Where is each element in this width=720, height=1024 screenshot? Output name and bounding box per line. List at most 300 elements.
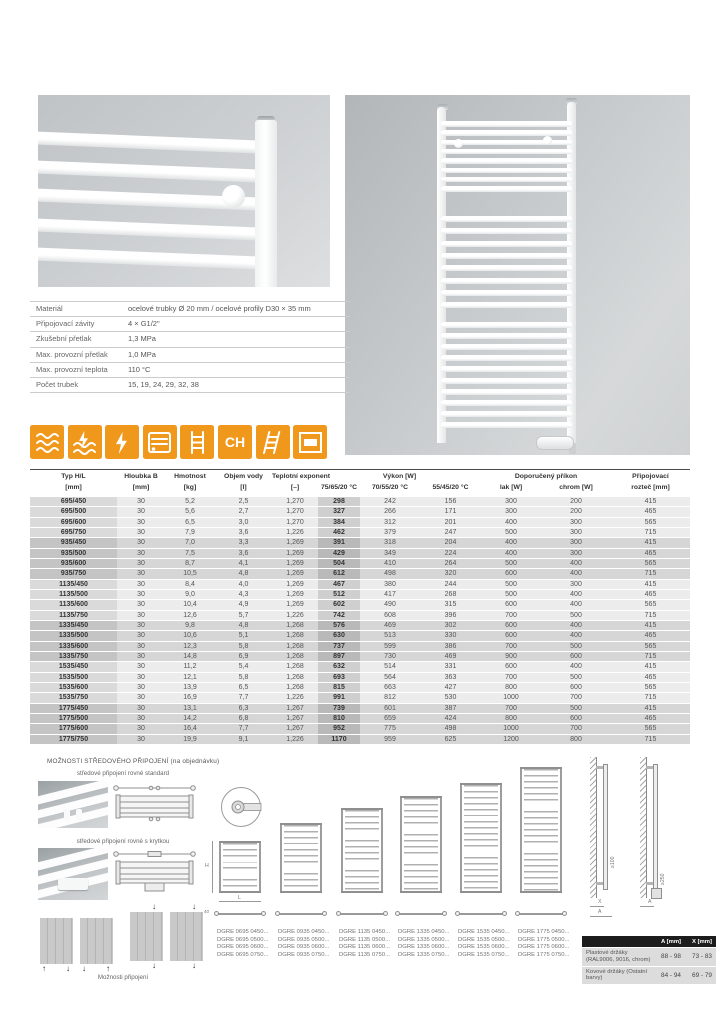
table-cell: 500 [541, 611, 611, 620]
radiator-tube [441, 355, 572, 361]
table-cell: 695/450 [30, 497, 117, 506]
table-cell: 600 [541, 714, 611, 723]
table-cell: 400 [541, 590, 611, 599]
dim-label-min: ≥100 [610, 856, 616, 868]
dim-label: A [648, 899, 652, 905]
table-row [30, 590, 690, 600]
radiator-tube [441, 302, 572, 308]
table-cell: 30 [117, 538, 165, 547]
table-cell: 13,9 [165, 683, 215, 692]
table-cell: 1135/600 [30, 600, 117, 609]
table-cell: 400 [481, 549, 541, 558]
radiator-profile [653, 764, 658, 890]
table-cell: 429 [318, 549, 360, 558]
table-cell: 7,7 [215, 724, 272, 733]
radiator-tube [441, 130, 572, 136]
table-cell: 1535/500 [30, 673, 117, 682]
combi-heating-icon [68, 425, 102, 459]
variant1-label: středové připojení rovné standard [76, 770, 170, 777]
table-cell: 1,226 [272, 735, 318, 744]
column-header: [mm] [132, 484, 150, 491]
table-row [30, 704, 690, 714]
product-code: DGRE 0935 0500... [278, 936, 330, 943]
spec-value: 1,0 MPa [128, 349, 156, 359]
table-cell: 30 [117, 507, 165, 516]
table-cell: 30 [117, 683, 165, 692]
column-header: Teplotní exponent [272, 473, 331, 480]
table-cell: 730 [360, 652, 420, 661]
connection-panel [40, 918, 73, 964]
table-cell: 30 [117, 559, 165, 568]
table-cell: 897 [318, 652, 360, 661]
table-cell: 900 [481, 652, 541, 661]
table-cell: 663 [360, 683, 420, 692]
table-row [30, 600, 690, 610]
radiator-tube [38, 160, 262, 182]
spec-table [30, 301, 350, 393]
dim-line [640, 906, 654, 907]
connection-arrow: ↓ [192, 902, 196, 911]
table-cell: 7,9 [165, 528, 215, 537]
radiator-rail [255, 120, 277, 287]
table-cell: 171 [420, 507, 481, 516]
table-cell: 800 [481, 714, 541, 723]
table-cell: 715 [611, 611, 690, 620]
product-code: DGRE 1535 0750... [458, 951, 510, 958]
table-cell: 695/600 [30, 518, 117, 527]
table-cell: 1,226 [272, 693, 318, 702]
table-row [30, 683, 690, 693]
table-cell: 465 [611, 631, 690, 640]
product-code: DGRE 1535 0500... [458, 936, 510, 943]
table-cell: 800 [541, 735, 611, 744]
spec-label: Max. provozní přetlak [36, 349, 108, 359]
product-code-column [518, 929, 569, 959]
spec-value: 110 °C [128, 364, 151, 374]
table-cell: 5,1 [215, 631, 272, 640]
connection-arrow: ↓ [192, 961, 196, 970]
table-row [30, 714, 690, 724]
column-header: 55/45/20 °C [432, 484, 469, 491]
radiator-tube [441, 422, 572, 428]
table-cell: 315 [420, 600, 481, 609]
air-vent [543, 136, 552, 145]
bracket-detail-circle [220, 786, 262, 828]
product-code: DGRE 1535 0600... [458, 944, 510, 951]
table-cell: 264 [420, 559, 481, 568]
table-cell: 9,8 [165, 621, 215, 630]
table-cell: 30 [117, 714, 165, 723]
table-cell: 5,2 [165, 497, 215, 506]
table-cell: 1535/750 [30, 693, 117, 702]
table-cell: 4,0 [215, 580, 272, 589]
connection-arrow: ↓ [152, 961, 156, 970]
table-cell: 500 [481, 559, 541, 568]
table-cell: 363 [420, 673, 481, 682]
table-cell: 600 [481, 621, 541, 630]
radiator-tube [441, 228, 572, 234]
connection-panel [170, 912, 203, 961]
connection-panel [130, 912, 163, 961]
table-cell: 400 [541, 559, 611, 568]
table-cell: 30 [117, 621, 165, 630]
table-cell: 6,9 [215, 652, 272, 661]
column-header: Výkon [W] [382, 473, 417, 480]
spec-label: Počet trubek [36, 380, 79, 390]
bracket-value-x: 73 - 83 [692, 953, 712, 961]
table-cell: 599 [360, 642, 420, 651]
table-cell: 600 [481, 569, 541, 578]
dim-line [590, 916, 612, 917]
table-cell: 415 [611, 662, 690, 671]
ladder-rail-icon [180, 425, 214, 459]
table-cell: 4,9 [215, 600, 272, 609]
table-row [30, 735, 690, 745]
table-cell: 30 [117, 693, 165, 702]
connection-arrow: ↓ [66, 964, 70, 973]
table-cell: 1,268 [272, 621, 318, 630]
table-cell: 467 [318, 580, 360, 589]
table-cell: 952 [318, 724, 360, 733]
table-cell: 1,269 [272, 549, 318, 558]
table-cell: 500 [541, 673, 611, 682]
radiator-closeup-photo [38, 95, 330, 287]
spec-label: Materiál [36, 304, 63, 314]
table-cell: 695/750 [30, 528, 117, 537]
air-vent-knob [222, 185, 245, 208]
table-cell: 14,2 [165, 714, 215, 723]
table-cell: 30 [117, 735, 165, 744]
table-cell: 156 [420, 497, 481, 506]
table-cell: 380 [360, 580, 420, 589]
product-code: DGRE 1775 0600... [518, 944, 570, 951]
table-cell: 1,268 [272, 631, 318, 640]
table-cell: 500 [541, 642, 611, 651]
thermostatic-valve [536, 436, 574, 450]
table-cell: 13,1 [165, 704, 215, 713]
table-cell: 268 [420, 590, 481, 599]
product-code: DGRE 1335 0750... [398, 951, 450, 958]
pipe-schematic [397, 913, 445, 915]
table-cell: 1,267 [272, 724, 318, 733]
table-cell: 775 [360, 724, 420, 733]
table-cell: 16,4 [165, 724, 215, 733]
column-header: 70/55/20 °C [372, 484, 408, 491]
table-row [30, 662, 690, 672]
connection-schematic-standard [112, 783, 197, 827]
spec-label: Zkušební přetlak [36, 334, 92, 344]
table-cell: 12,6 [165, 611, 215, 620]
table-cell: 565 [611, 518, 690, 527]
table-cell: 327 [318, 507, 360, 516]
connection-arrow: ↓ [82, 964, 86, 973]
table-cell: 465 [611, 507, 690, 516]
column-header: Objem vody [224, 473, 263, 480]
table-cell: 10,6 [165, 631, 215, 640]
table-cell: 462 [318, 528, 360, 537]
table-cell: 739 [318, 704, 360, 713]
table-cell: 565 [611, 724, 690, 733]
table-cell: 612 [318, 569, 360, 578]
table-cell: 715 [611, 735, 690, 744]
table-cell: 737 [318, 642, 360, 651]
table-cell: 400 [541, 621, 611, 630]
table-cell: 300 [541, 518, 611, 527]
bracket-value-a: 84 - 94 [661, 971, 681, 979]
table-cell: 715 [611, 569, 690, 578]
table-row [30, 559, 690, 569]
radiator-tube [441, 149, 572, 155]
table-cell: 565 [611, 642, 690, 651]
table-cell: 935/750 [30, 569, 117, 578]
product-code: DGRE 1135 0750... [339, 951, 390, 958]
table-cell: 1000 [481, 693, 541, 702]
dim-label: A [598, 909, 602, 915]
table-cell: 693 [318, 673, 360, 682]
table-cell: 330 [420, 631, 481, 640]
table-cell: 514 [360, 662, 420, 671]
connection-arrow: ↓ [152, 902, 156, 911]
table-cell: 659 [360, 714, 420, 723]
product-code-column [339, 929, 390, 959]
table-cell: 410 [360, 559, 420, 568]
mount-bracket [596, 766, 603, 769]
table-cell: 5,6 [165, 507, 215, 516]
spec-row [30, 316, 350, 331]
table-cell: 935/500 [30, 549, 117, 558]
table-cell: 1335/600 [30, 642, 117, 651]
table-cell: 602 [318, 600, 360, 609]
dim-label-40: 40 [204, 909, 210, 914]
spec-row [30, 347, 350, 362]
spec-value: 4 × G1/2" [128, 319, 160, 329]
table-cell: 300 [481, 507, 541, 516]
radiator-tube [441, 216, 572, 222]
table-cell: 1000 [481, 724, 541, 733]
table-cell: 498 [420, 724, 481, 733]
table-cell: 3,3 [215, 538, 272, 547]
dim-label-min: ≥250 [660, 873, 666, 885]
table-cell: 2,7 [215, 507, 272, 516]
radiator-tube [441, 168, 572, 174]
radiator-tube [441, 333, 572, 339]
table-cell: 1775/750 [30, 735, 117, 744]
product-code: DGRE 0695 0500... [217, 936, 269, 943]
table-row [30, 652, 690, 662]
radiator-tube [441, 253, 572, 259]
variant2-label: středové připojení rovné s krytkou [76, 838, 170, 845]
table-cell: 200 [541, 497, 611, 506]
table-cell: 30 [117, 590, 165, 599]
connection-photo-cover [38, 848, 108, 900]
table-cell: 1775/500 [30, 714, 117, 723]
table-row [30, 631, 690, 641]
table-cell: 424 [420, 714, 481, 723]
table-cell: 415 [611, 497, 690, 506]
spec-label: Max. provozní teplota [36, 364, 108, 374]
product-code: DGRE 0935 0600... [278, 944, 330, 951]
table-cell: 500 [481, 528, 541, 537]
column-header: Hmotnost [174, 473, 206, 480]
table-cell: 1775/450 [30, 704, 117, 713]
table-cell: 1135/500 [30, 590, 117, 599]
table-cell: 7,7 [215, 693, 272, 702]
table-cell: 400 [541, 600, 611, 609]
product-code: DGRE 0935 0450... [278, 929, 330, 935]
table-cell: 349 [360, 549, 420, 558]
table-cell: 600 [541, 683, 611, 692]
performance-table-header [30, 469, 690, 497]
radiator-tube [441, 158, 572, 164]
product-code-column [458, 929, 509, 959]
radiator-tube [441, 278, 572, 284]
mount-bracket [596, 882, 603, 885]
table-cell: 30 [117, 569, 165, 578]
table-cell: 30 [117, 528, 165, 537]
connection-stub [439, 443, 446, 452]
radiator-tube [441, 344, 572, 350]
table-cell: 465 [611, 714, 690, 723]
radiator-tube [441, 400, 572, 406]
table-cell: 1,268 [272, 652, 318, 661]
table-cell: 302 [420, 621, 481, 630]
table-cell: 1170 [318, 735, 360, 744]
table-cell: 469 [420, 652, 481, 661]
table-cell: 14,8 [165, 652, 215, 661]
table-cell: 1,268 [272, 642, 318, 651]
radiator-tube [441, 389, 572, 395]
table-cell: 959 [360, 735, 420, 744]
connection-arrow: ↑ [106, 964, 110, 973]
table-cell: 500 [481, 580, 541, 589]
table-cell: 384 [318, 518, 360, 527]
product-code: DGRE 1335 0600... [398, 944, 450, 951]
table-cell: 1535/450 [30, 662, 117, 671]
table-cell: 576 [318, 621, 360, 630]
table-cell: 30 [117, 549, 165, 558]
table-row [30, 538, 690, 548]
table-cell: 500 [481, 590, 541, 599]
radiator-tube [441, 241, 572, 247]
table-cell: 1,226 [272, 528, 318, 537]
electric-heating-icon [105, 425, 139, 459]
table-cell: 465 [611, 590, 690, 599]
spec-row [30, 362, 350, 377]
table-cell: 632 [318, 662, 360, 671]
radiator-tube [441, 411, 572, 417]
table-cell: 1135/450 [30, 580, 117, 589]
bracket-col-a: A [mm] [660, 938, 682, 945]
radiator-tube [441, 322, 572, 328]
table-cell: 7,0 [165, 538, 215, 547]
product-code: DGRE 0695 0600... [217, 944, 269, 951]
table-cell: 1,268 [272, 662, 318, 671]
table-cell: 715 [611, 652, 690, 661]
table-cell: 4,3 [215, 590, 272, 599]
table-cell: 6,5 [165, 518, 215, 527]
table-cell: 300 [541, 528, 611, 537]
table-cell: 30 [117, 611, 165, 620]
table-cell: 600 [481, 631, 541, 640]
table-cell: 1,268 [272, 683, 318, 692]
product-code: DGRE 1335 0450... [398, 929, 450, 935]
table-cell: 300 [541, 549, 611, 558]
table-cell: 1,270 [272, 507, 318, 516]
table-cell: 1,267 [272, 714, 318, 723]
product-code: DGRE 1135 0450... [339, 929, 390, 935]
table-cell: 204 [420, 538, 481, 547]
table-cell: 400 [541, 569, 611, 578]
table-cell: 7,5 [165, 549, 215, 558]
table-cell: 30 [117, 673, 165, 682]
central-heating-ch-icon: CH [218, 425, 252, 459]
table-cell: 695/500 [30, 507, 117, 516]
bracket-value-x: 69 - 79 [692, 971, 712, 979]
table-cell: 4,1 [215, 559, 272, 568]
table-cell: 266 [360, 507, 420, 516]
table-cell: 3,6 [215, 528, 272, 537]
table-cell: 498 [360, 569, 420, 578]
column-header: rozteč [mm] [631, 484, 670, 491]
table-cell: 991 [318, 693, 360, 702]
table-cell: 700 [481, 673, 541, 682]
product-code: DGRE 1135 0500... [339, 936, 390, 943]
table-cell: 1,269 [272, 580, 318, 589]
table-cell: 16,9 [165, 693, 215, 702]
options-title: MOŽNOSTI STŘEDOVÉHO PŘIPOJENÍ (na objednávku) [47, 758, 220, 765]
table-cell: 935/450 [30, 538, 117, 547]
table-row [30, 611, 690, 621]
table-cell: 465 [611, 673, 690, 682]
table-cell: 1335/450 [30, 621, 117, 630]
valve-detail [651, 888, 662, 899]
table-cell: 30 [117, 631, 165, 640]
table-cell: 30 [117, 580, 165, 589]
table-cell: 513 [360, 631, 420, 640]
radiator-profile [603, 764, 608, 890]
table-cell: 700 [541, 724, 611, 733]
table-cell: 565 [611, 600, 690, 609]
table-cell: 812 [360, 693, 420, 702]
column-header: Hloubka B [124, 473, 158, 480]
table-cell: 224 [420, 549, 481, 558]
table-cell: 312 [360, 518, 420, 527]
table-cell: 512 [318, 590, 360, 599]
table-cell: 1335/750 [30, 652, 117, 661]
table-cell: 1,226 [272, 611, 318, 620]
radiator-outline [219, 841, 261, 893]
table-cell: 9,0 [165, 590, 215, 599]
dim-line-l [219, 901, 261, 902]
table-row [30, 724, 690, 734]
feature-icon-row [30, 425, 327, 459]
table-cell: 30 [117, 662, 165, 671]
column-header: 75/65/20 °C [321, 484, 357, 491]
table-cell: 700 [541, 693, 611, 702]
table-cell: 1535/600 [30, 683, 117, 692]
table-row [30, 642, 690, 652]
table-cell: 630 [318, 631, 360, 640]
column-header: Typ H/L [61, 473, 86, 480]
table-cell: 30 [117, 652, 165, 661]
table-cell: 504 [318, 559, 360, 568]
table-cell: 3,6 [215, 549, 272, 558]
table-cell: 1,269 [272, 569, 318, 578]
radiator-tube [38, 218, 262, 240]
table-cell: 500 [541, 704, 611, 713]
table-cell: 600 [541, 652, 611, 661]
pipe-schematic [277, 913, 325, 915]
